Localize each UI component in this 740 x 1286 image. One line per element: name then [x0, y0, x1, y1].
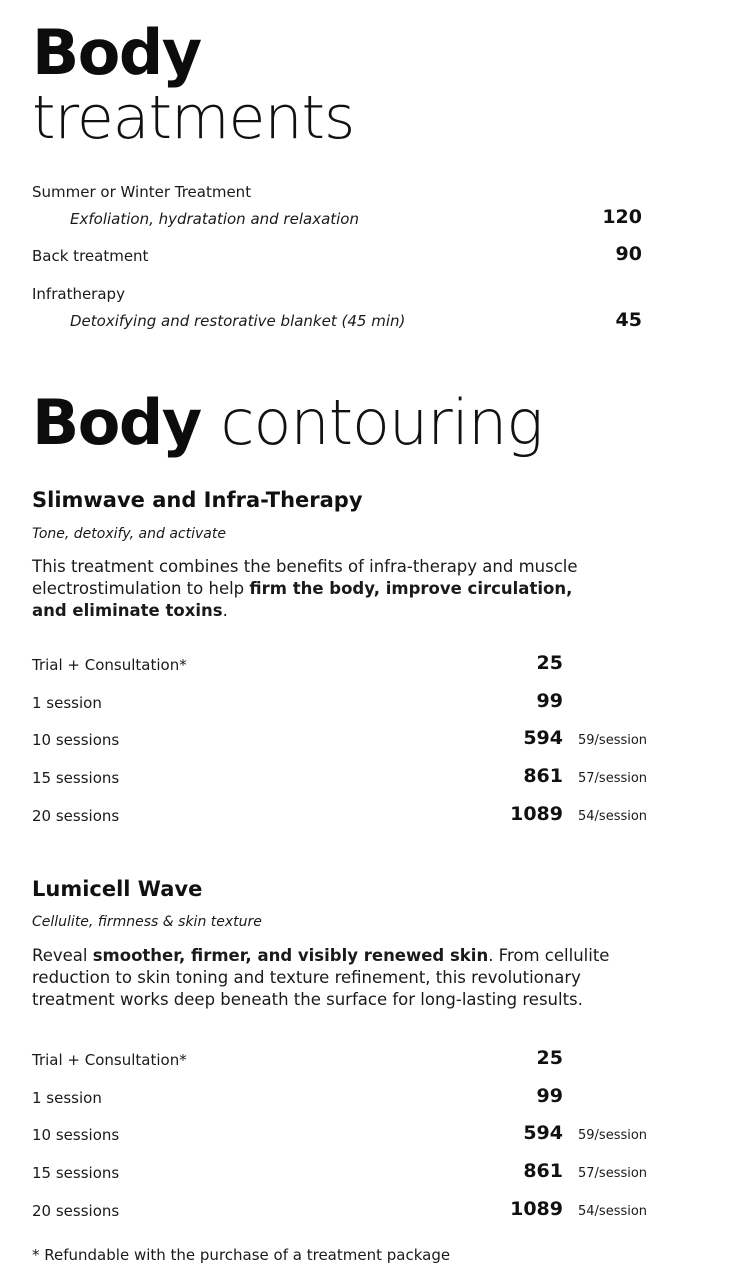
- tier-per-session: 57/session: [578, 1166, 648, 1181]
- treatment-name: Infratherapy: [32, 285, 125, 303]
- tier-price: 25: [536, 1047, 563, 1069]
- section-title: Lumicell Wave: [32, 877, 203, 901]
- treatment-price: 90: [615, 243, 642, 265]
- tier-price: 25: [536, 652, 563, 674]
- section-title: Slimwave and Infra-Therapy: [32, 488, 363, 512]
- tier-per-session: 54/session: [578, 809, 648, 824]
- treatment-price: 120: [602, 206, 642, 228]
- tier-price: 861: [523, 765, 563, 787]
- treatment-name: Back treatment: [32, 247, 149, 265]
- treatment-description: Detoxifying and restorative blanket (45 min): [70, 312, 406, 330]
- tier-price: 594: [523, 727, 563, 749]
- tier-label: Trial + Consultation*: [32, 656, 187, 674]
- tier-price: 1089: [510, 803, 563, 825]
- body-contouring-title: [32, 386, 542, 460]
- body-treatments-title-bold: Body: [32, 16, 201, 89]
- section-subtitle: Tone, detoxify, and activate: [32, 526, 226, 542]
- tier-price: 1089: [510, 1198, 563, 1220]
- tier-label: 1 session: [32, 694, 102, 712]
- footnote: * Refundable with the purchase of a treatment package: [32, 1246, 451, 1264]
- tier-per-session: 54/session: [578, 1204, 648, 1219]
- tier-price: 99: [536, 690, 563, 712]
- tier-price: 594: [523, 1122, 563, 1144]
- treatment-description: Exfoliation, hydratation and relaxation: [70, 210, 359, 228]
- tier-label: 10 sessions: [32, 1126, 120, 1144]
- tier-label: 15 sessions: [32, 769, 120, 787]
- tier-per-session: 57/session: [578, 771, 648, 786]
- tier-per-session: 59/session: [578, 733, 648, 748]
- body-treatments-title-light: treatments: [32, 83, 355, 153]
- tier-label: 20 sessions: [32, 807, 120, 825]
- section-subtitle: Cellulite, firmness & skin texture: [32, 914, 262, 930]
- tier-label: 10 sessions: [32, 731, 120, 749]
- section-description: Reveal smoother, firmer, and visibly renewed skin. From cellulite reduction to skin toning and texture refinement, this revolutionary treatment works deep beneath the surface for long-lasting results.: [32, 946, 610, 1009]
- tier-price: 99: [536, 1085, 563, 1107]
- treatment-name: Summer or Winter Treatment: [32, 183, 252, 201]
- section-description: This treatment combines the benefits of infra-therapy and muscle electrostimulation to help firm the body, improve circulation, and eliminate toxins.: [32, 557, 578, 620]
- tier-per-session: 59/session: [578, 1128, 648, 1143]
- treatment-price: 45: [615, 309, 642, 331]
- tier-price: 861: [523, 1160, 563, 1182]
- body-contouring-title-bold: Body: [32, 386, 201, 459]
- tier-label: 20 sessions: [32, 1202, 120, 1220]
- body-contouring-title-light: contouring: [220, 386, 543, 459]
- tier-label: Trial + Consultation*: [32, 1051, 187, 1069]
- tier-label: 15 sessions: [32, 1164, 120, 1182]
- tier-label: 1 session: [32, 1089, 102, 1107]
